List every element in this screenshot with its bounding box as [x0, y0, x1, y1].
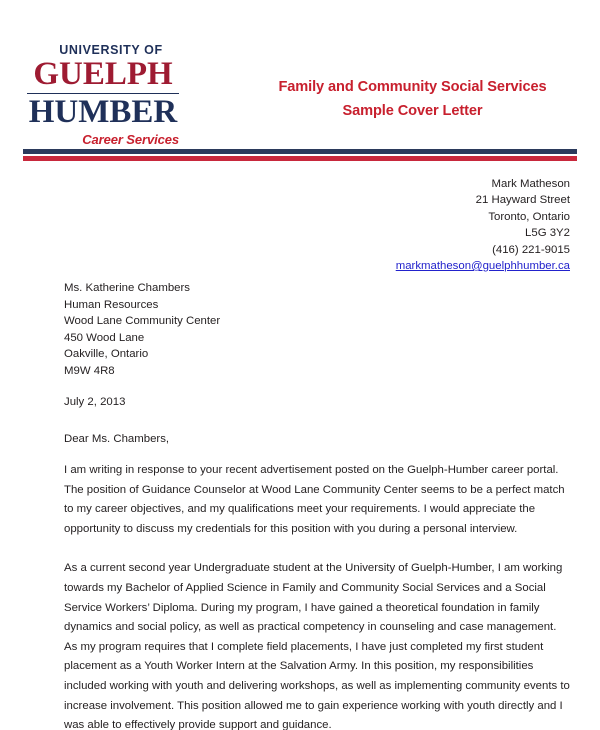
- sender-email-link[interactable]: markmatheson@guelphhumber.ca: [395, 260, 570, 273]
- header-divider: [23, 149, 577, 161]
- sender-address-block: [396, 176, 570, 274]
- recipient-city: Oakville, Ontario: [64, 348, 149, 361]
- sender-postal-code: L5G 3Y2: [525, 227, 570, 240]
- sender-city: Toronto, Ontario: [488, 210, 570, 223]
- letter-paragraph-1: I am writing in response to your recent advertisement posted on the Guelph-Humber career portal. The position of Guidance Counselor at Wood Lane Community Center seems to be a perfect match to my career objectives, and my qualifications meet your requirements. I would appreciate the opportunity to discuss my credentials for this position with you during a personal interview.: [64, 464, 565, 535]
- recipient-department: Human Resources: [64, 298, 159, 311]
- sender-street: 21 Hayward Street: [475, 194, 570, 207]
- letter-paragraphs: [64, 461, 570, 730]
- recipient-address-block: [64, 280, 220, 380]
- page-title: [240, 76, 585, 123]
- page-title-line-1: Family and Community Social Services: [278, 79, 547, 95]
- document-header: [0, 0, 600, 150]
- divider-bar-red: [23, 156, 577, 161]
- letter-paragraph-2: As a current second year Undergraduate student at the University of Guelph-Humber, I am working towards my Bachelor of Applied Science in Family and Community Social Services and a Social Service Workers’ Diploma. During my program, I have gained a theoretical foundation in family dynamics and social policy, as well as practical competency in counseling and case management. As my program requires that I complete field placements, I have just completed my first student placement as a Youth Worker Intern at the Salvation Army. In this position, my responsibilities included working with youth and delivering workshops, as well as implementing community events to increase involvement. This position allowed me to gain experience working with youth directly and I was able to effectively provide support and guidance.: [64, 562, 570, 730]
- recipient-name: Ms. Katherine Chambers: [64, 282, 190, 294]
- logo-university-text: UNIVERSITY OF: [59, 43, 163, 57]
- logo-guelph-text: GUELPH: [33, 55, 173, 92]
- logo-humber-text: HUMBER: [28, 94, 178, 131]
- logo-career-services-text: Career Services: [82, 131, 179, 147]
- recipient-street: 450 Wood Lane: [64, 331, 145, 344]
- letter-salutation: Dear Ms. Chambers,: [64, 433, 170, 445]
- sender-name: Mark Matheson: [491, 178, 570, 190]
- page-title-line-2: Sample Cover Letter: [342, 102, 483, 119]
- sender-phone: (416) 221-9015: [492, 243, 570, 256]
- recipient-postal-code: M9W 4R8: [64, 364, 115, 377]
- recipient-organization: Wood Lane Community Center: [64, 315, 221, 328]
- letter-date: July 2, 2013: [64, 396, 126, 408]
- guelph-humber-logo: [27, 44, 179, 147]
